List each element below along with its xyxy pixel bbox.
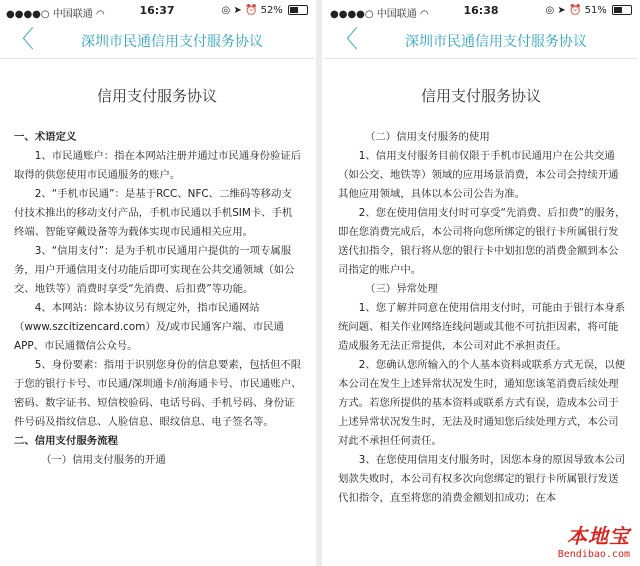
battery-percent: 52%	[260, 5, 283, 16]
watermark-brand: 本地宝	[567, 524, 630, 548]
battery-icon	[288, 5, 308, 15]
nav-title: 深圳市民通信用支付服务协议	[81, 34, 263, 50]
wifi-icon: ◠	[420, 9, 429, 20]
bendibao-watermark-logo	[558, 520, 630, 560]
lock-rotation-icon: ◎	[545, 5, 555, 16]
status-right-icons	[545, 5, 632, 16]
nav-bar	[0, 22, 314, 59]
right-phone-screen	[324, 0, 638, 566]
paragraph: 3、“信用支付”：是为手机市民通用户提供的一项专属服务，用户开通信用支付功能后即可实现在公共交通领域（如公交、地铁等）消费时享受“先消费、后扣费”等功能。	[14, 245, 295, 295]
back-button[interactable]: 〈	[10, 25, 34, 53]
subsection-heading: （二）信用支付服务的使用	[365, 131, 490, 143]
paragraph: 1、信用支付服务目前仅限于手机市民通用户在公共交通（如公交、地铁等）领域的应用场景消费，本公司会持续开通其他应用领域，具体以本公司公告为准。	[338, 150, 619, 200]
wifi-icon: ◠	[96, 9, 105, 20]
status-bar	[0, 0, 314, 22]
section-heading: 一、术语定义	[14, 131, 77, 143]
document-title: 信用支付服务协议	[420, 87, 541, 105]
left-phone-screen	[0, 0, 314, 566]
paragraph: 4、本网站：除本协议另有规定外，指市民通网站（www.szcitizencard.com）及/或市民通客户端、市民通APP、市民通微信公众号。	[14, 302, 284, 352]
paragraph: 2、您在使用信用支付时可享受“先消费、后扣费”的服务，即在您消费完成后，本公司将向您所绑定的银行卡所属银行发送代扣指令，银行将从您的银行卡中划扣您的消费金额到本公司指定的账户中。	[338, 207, 626, 276]
watermark-url: Bendibao.com	[557, 549, 630, 560]
paragraph: 2、“手机市民通”：是基于RCC、NFC、二维码等移动支付技术推出的移动支付产品，手机市民通以手机SIM卡、手机终端、智能穿戴设备等为载体实现市民通相关应用。	[14, 188, 293, 238]
status-bar	[324, 0, 638, 22]
location-icon: ➤	[233, 5, 242, 16]
carrier-label: ●●●●○ 中国联通 ◠	[6, 9, 105, 20]
paragraph: 1、市民通账户：指在本网站注册并通过市民通身份验证后取得的供您使用市民通服务的账户。	[14, 150, 302, 181]
agreement-text	[324, 128, 638, 508]
location-icon: ➤	[557, 5, 566, 16]
paragraph: 2、您确认您所输入的个人基本资料或联系方式无误，以便本公司在发生上述异常状况发生时，通知您该笔消费后续处理方式。若您所提供的基本资料或联系方式有误，造成本公司于上述异常状况发生时，无法及时通知您后续处理方式，本公司对此不承担任何责任。	[338, 359, 626, 447]
battery-icon	[612, 5, 632, 15]
battery-percent: 51%	[584, 5, 607, 16]
agreement-text	[0, 128, 314, 470]
nav-bar	[324, 22, 638, 59]
paragraph: 5、身份要素：指用于识别您身份的信息要素，包括但不限于您的银行卡号、市民通/深圳通卡/前海通卡号、市民通账户、密码、数字证书、短信校验码、电话号码、手机号码、身份证件号码及指纹信息、人脸信息、眼纹信息、电子签名等。	[14, 359, 302, 428]
back-button[interactable]: 〈	[334, 25, 358, 53]
document-title: 信用支付服务协议	[96, 87, 217, 105]
paragraph: 3、在您使用信用支付服务时，因您本身的原因导致本公司划款失败时，本公司有权多次向您绑定的银行卡所属银行发送代扣指令，直至将您的消费金额划扣成功；在本	[338, 454, 626, 504]
subsection-heading: （一）信用支付服务的开通	[41, 454, 166, 466]
lock-rotation-icon: ◎	[221, 5, 231, 16]
status-time: 16:38	[463, 4, 499, 17]
screen-divider	[316, 0, 322, 566]
paragraph: 1、您了解并同意在使用信用支付时，可能由于银行本身系统问题、相关作业网络连线问题或其他不可抗拒因素，将可能造成服务无法正常提供，本公司对此不承担责任。	[338, 302, 626, 352]
carrier-label: ●●●●○ 中国联通 ◠	[330, 9, 429, 20]
subsection-heading: （三）异常处理	[365, 283, 438, 295]
status-right-icons	[221, 5, 308, 16]
alarm-icon: ⏰	[244, 5, 258, 16]
nav-title: 深圳市民通信用支付服务协议	[405, 34, 587, 50]
section-heading: 二、信用支付服务流程	[14, 435, 118, 447]
status-time: 16:37	[139, 4, 175, 17]
alarm-icon: ⏰	[568, 5, 582, 16]
